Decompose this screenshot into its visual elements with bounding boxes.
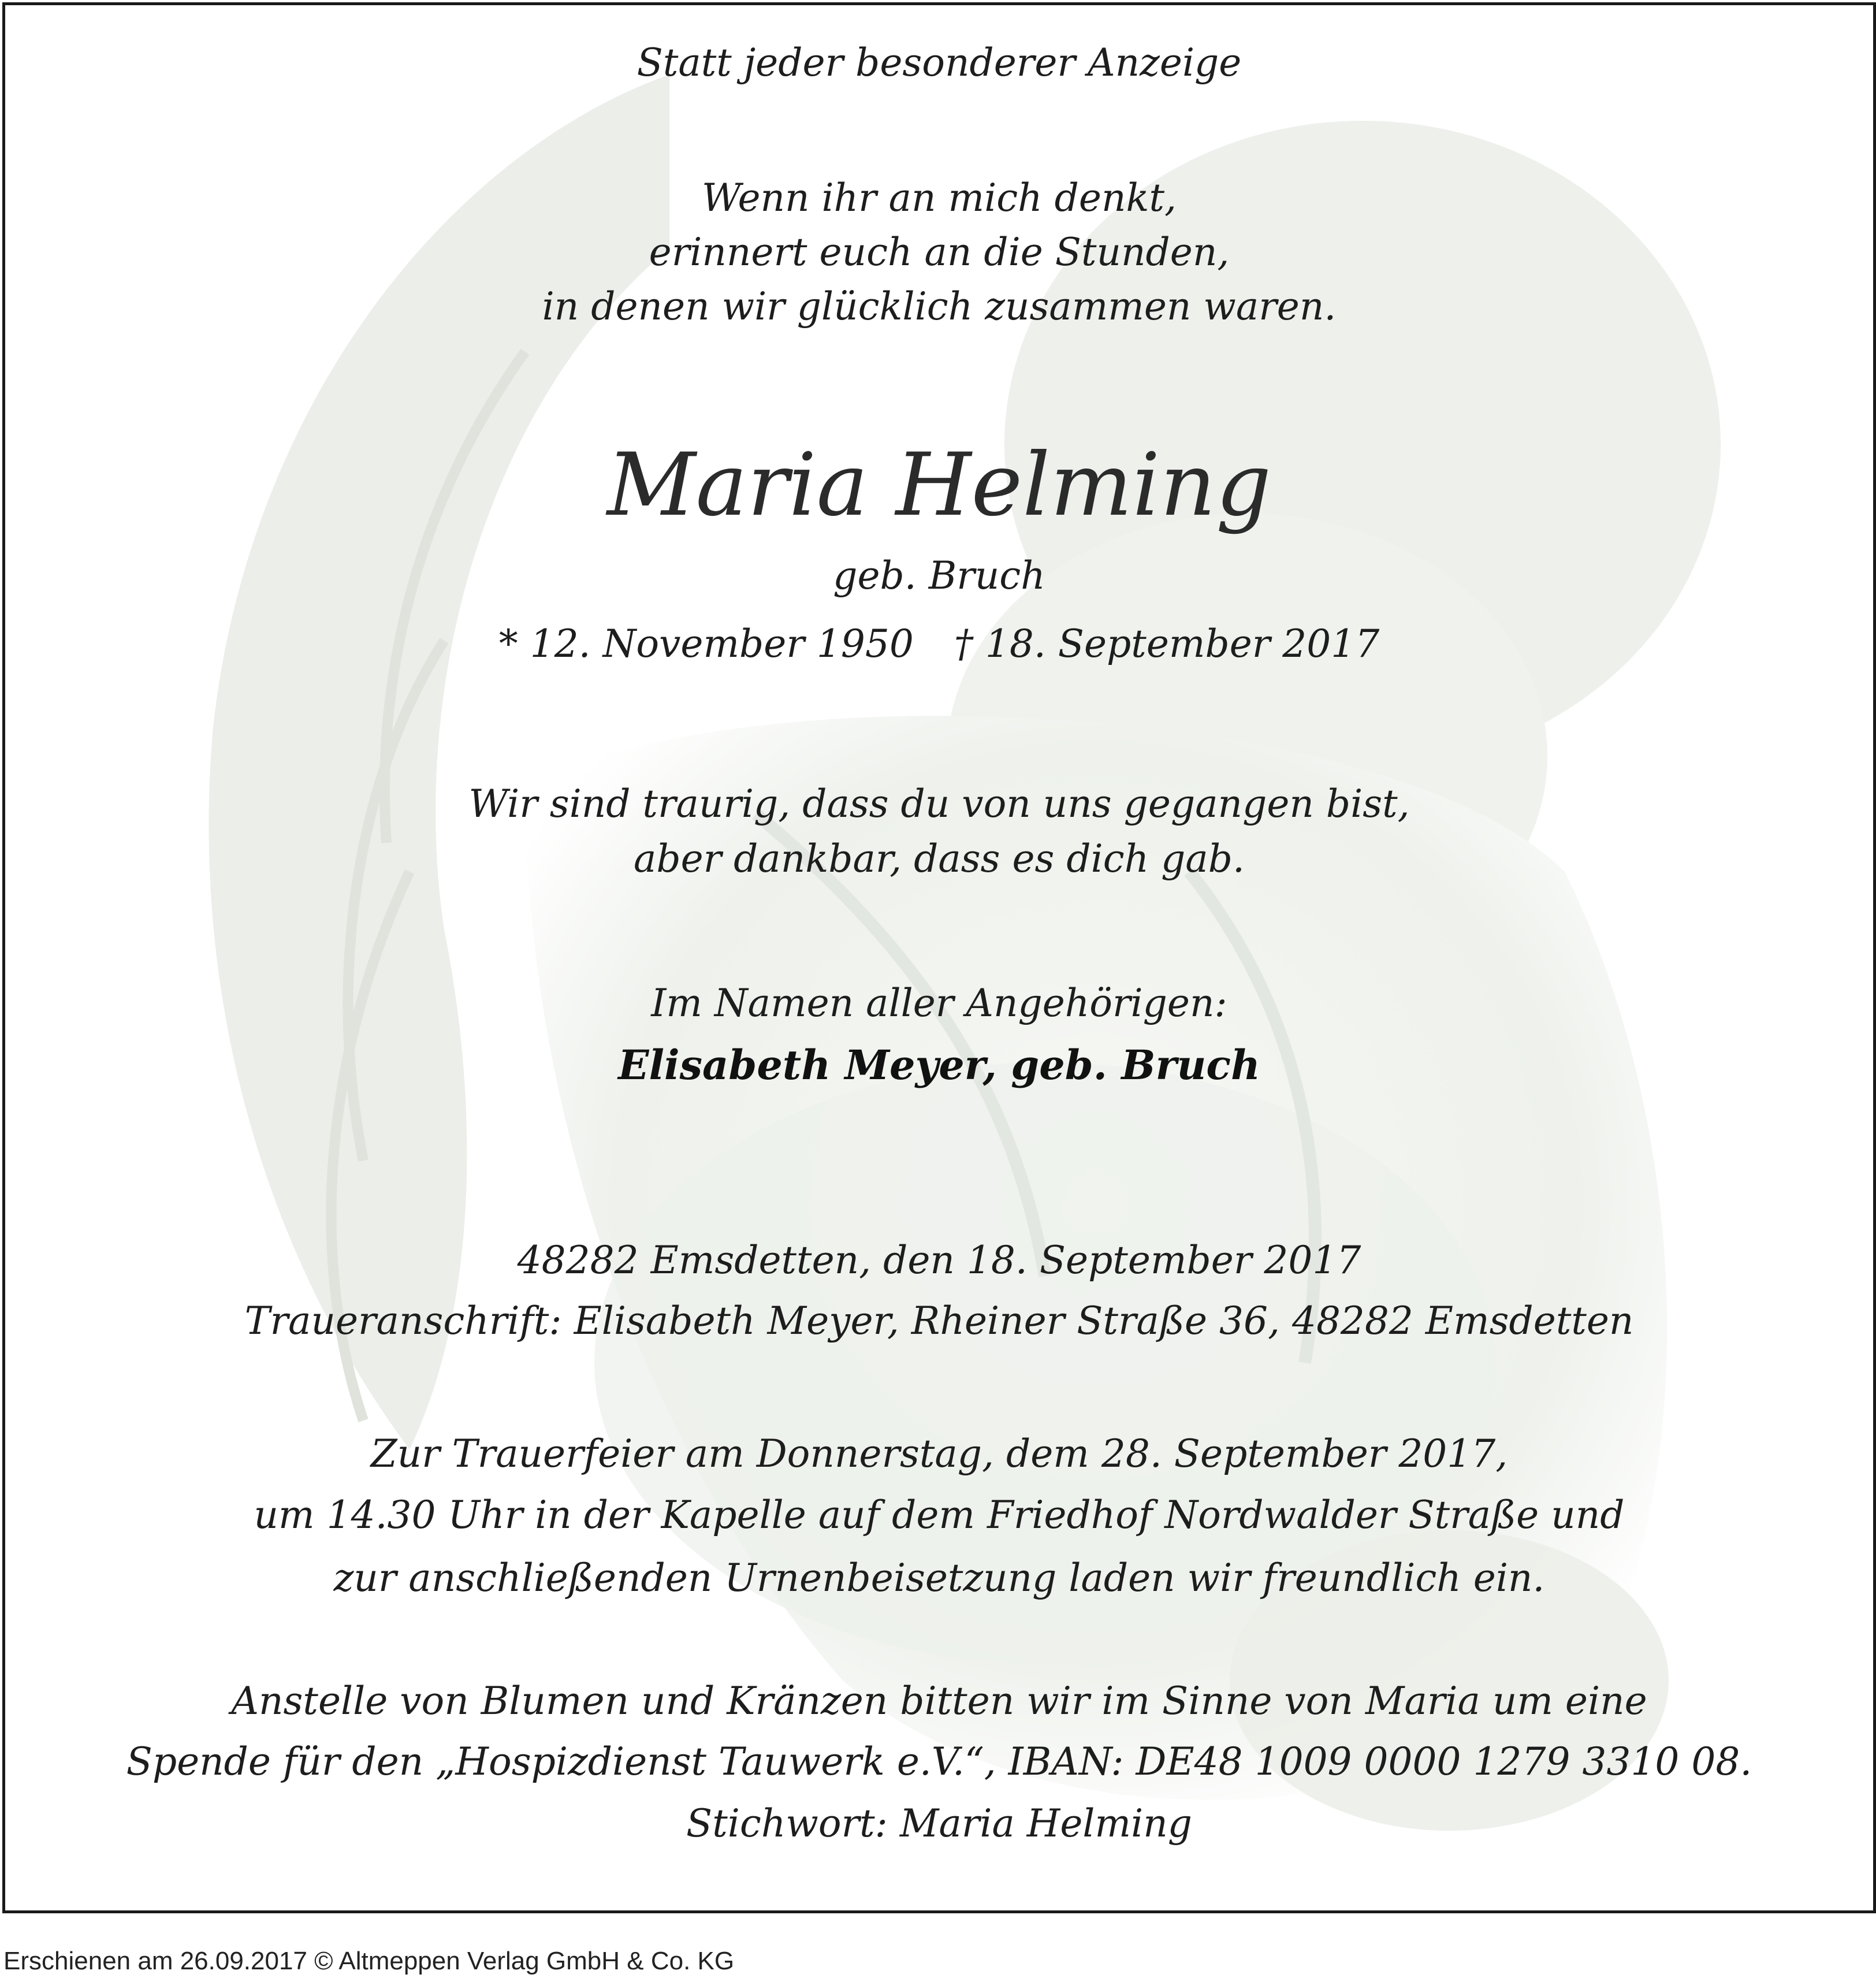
death-date: † 18. September 2017 [954, 622, 1380, 666]
notice-heading: Statt jeder besonderer Anzeige [636, 40, 1242, 85]
deceased-name: Maria Helming [606, 435, 1272, 536]
poem-line: erinnert euch an die Stunden, [649, 230, 1230, 274]
donation-line: Anstelle von Blumen und Kränzen bitten wir im Sinne von Maria um eine [231, 1679, 1647, 1723]
poem-line: Wenn ihr an mich denkt, [702, 176, 1177, 220]
maiden-name: geb. Bruch [833, 553, 1045, 598]
place-date: 48282 Emsdetten, den 18. September 2017 [517, 1238, 1361, 1282]
family-name: Elisabeth Meyer, geb. Bruch [618, 1041, 1260, 1089]
life-dates [5, 622, 1873, 666]
service-line: Zur Trauerfeier am Donnerstag, dem 28. September 2017, [370, 1432, 1508, 1476]
birth-date: * 12. November 1950 [498, 622, 914, 666]
service-line: um 14.30 Uhr in der Kapelle auf dem Friedhof Nordwalder Straße und [254, 1493, 1625, 1537]
family-intro: Im Namen aller Angehörigen: [651, 981, 1227, 1025]
poem-line: in denen wir glücklich zusammen waren. [542, 284, 1337, 329]
donation-line: Spende für den „Hospizdienst Tauwerk e.V.“, IBAN: DE48 1009 0000 1279 3310 08. [126, 1739, 1752, 1784]
publication-credit: Erschienen am 26.09.2017 © Altmeppen Verlag GmbH & Co. KG [3, 1947, 735, 1975]
mourning-address: Traueranschrift: Elisabeth Meyer, Rheiner Straße 36, 48282 Emsdetten [244, 1299, 1634, 1343]
donation-line: Stichwort: Maria Helming [686, 1801, 1192, 1846]
farewell-line: aber dankbar, dass es dich gab. [634, 836, 1245, 881]
obituary-notice [2, 2, 1876, 1913]
farewell-line: Wir sind traurig, dass du von uns gegangen bist, [468, 782, 1410, 826]
service-line: zur anschließenden Urnenbeisetzung laden wir freundlich ein. [333, 1556, 1545, 1600]
